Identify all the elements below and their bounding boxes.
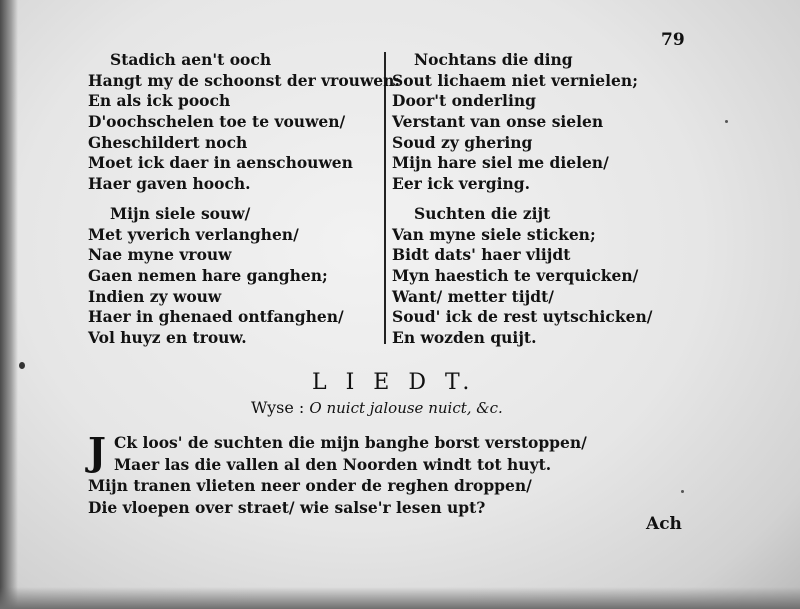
verse-line: Mijn siele souw/ [110,203,251,223]
drop-cap: J [88,429,106,474]
song-line: Mijn tranen vlieten neer onder de reghen droppen/ [88,476,532,495]
left-column [88,50,400,349]
verse-line: Hangt my de schoonst der vrouwen: [88,70,401,90]
verse-line: En wozden quijt. [392,327,537,347]
binding-shadow [0,0,18,609]
stanza-gap [392,195,652,204]
right-column [392,50,652,349]
tune-indication [251,398,503,417]
verse-line: Gheschildert noch [88,132,248,152]
page-number: 79 [661,30,685,50]
verse-line: En als ick pooch [88,91,231,111]
verse-line: Moet ick daer in aenschouwen [88,153,353,173]
verse-line: Met yverich verlanghen/ [88,224,299,244]
verse-line: Haer in ghenaed ontfanghen/ [88,307,344,327]
verse-line: Gaen nemen hare ganghen; [88,265,328,285]
song-title: L I E D T. [312,370,476,395]
song-line: Maer las die vallen al den Noorden windt tot huyt. [114,454,552,474]
verse-line: D'oochschelen toe te vouwen/ [88,112,346,132]
verse-line: Stadich aen't ooch [110,50,272,69]
paper-speck [725,120,728,123]
verse-line: Nochtans die ding [414,50,573,69]
verse-line: Want/ metter tijdt/ [392,286,554,306]
verse-line: Door't onderling [392,91,536,111]
tune-prefix: Wyse : [251,398,305,417]
verse-line: Soud' ick de rest uytschicken/ [392,307,653,327]
bottom-shadow [0,587,800,609]
verse-line: Van myne siele sticken; [392,224,596,244]
paper-speck [19,362,25,369]
song-text [88,429,587,518]
verse-line: Haer gaven hooch. [88,174,251,194]
song-line: Die vloepen over straet/ wie salse'r lesen upt? [88,497,486,517]
tune-name: O nuict jalouse nuict, &c. [309,399,503,417]
verse-line: Bidt dats' haer vlijdt [392,245,571,265]
verse-line: Verstant van onse sielen [392,112,604,132]
verse-line: Nae myne vrouw [88,245,232,265]
verse-line: Myn haestich te verquicken/ [392,265,639,285]
verse-line: Suchten die zijt [414,203,551,223]
verse-line: Soud zy ghering [392,132,533,152]
song-line: Ck loos' de suchten die mijn banghe borst verstoppen/ [114,433,587,452]
verse-line: Vol huyz en trouw. [88,327,247,347]
verse-line: Eer ick verging. [392,174,530,194]
verse-line: Sout lichaem niet vernielen; [392,70,638,90]
catchword: Ach [646,514,682,534]
verse-line: Indien zy wouw [88,286,222,306]
paper-speck [681,490,684,493]
stanza-gap [88,195,400,204]
verse-line: Mijn hare siel me dielen/ [392,153,609,173]
